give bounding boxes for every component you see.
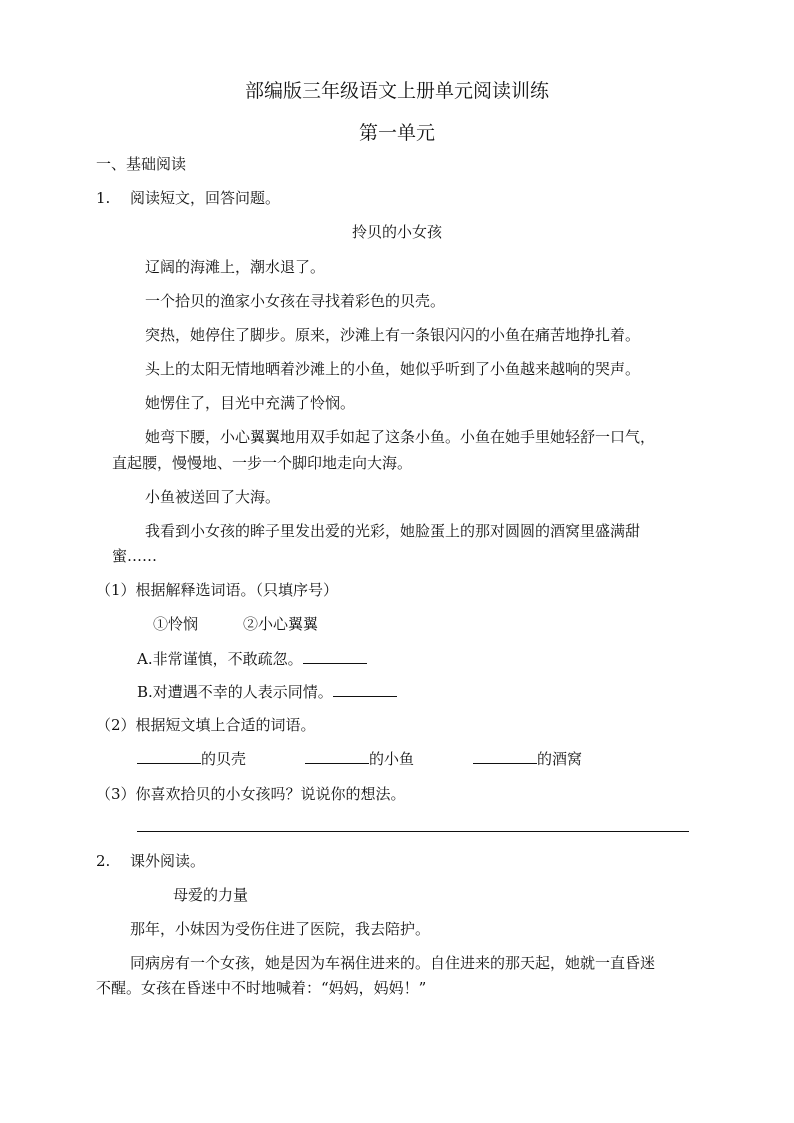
sub-question-1: （1）根据解释选词语。（只填序号） xyxy=(96,581,339,599)
question-prompt: 课外阅读。 xyxy=(130,852,206,870)
fill-word-text: 的酒窝 xyxy=(537,750,583,768)
passage-paragraph-continued: 直起腰，慢慢地、一步一个脚印地走向大海。 xyxy=(112,454,413,472)
passage-paragraph: 头上的太阳无情地晒着沙滩上的小鱼，她似乎听到了小鱼越来越响的哭声。 xyxy=(145,360,641,378)
passage-paragraph: 她弯下腰，小心翼翼地用双手如起了这条小鱼。小鱼在她手里她轻舒一口气， xyxy=(145,428,656,446)
answer-blank[interactable] xyxy=(305,749,369,764)
passage-title: 母爱的力量 xyxy=(173,886,249,904)
fill-word-text: 的贝壳 xyxy=(201,750,247,768)
question-prompt: 阅读短文，回答问题。 xyxy=(130,189,281,207)
fill-word-2 xyxy=(305,749,414,769)
answer-blank[interactable] xyxy=(333,682,397,697)
definition-a xyxy=(137,649,367,669)
passage-paragraph: 她愣住了，目光中充满了怜悯。 xyxy=(145,394,356,412)
answer-blank[interactable] xyxy=(137,749,201,764)
passage-paragraph-continued: 不醒。女孩在昏迷中不时地喊着：“妈妈，妈妈！” xyxy=(96,979,427,997)
answer-blank[interactable] xyxy=(473,749,537,764)
definition-b xyxy=(137,682,397,702)
fill-word-1 xyxy=(137,749,246,769)
passage-paragraph: 同病房有一个女孩，她是因为车祸住进来的。自住进来的那天起，她就一直昏迷 xyxy=(130,954,656,972)
passage-paragraph: 一个拾贝的渔家小女孩在寻找着彩色的贝壳。 xyxy=(145,292,446,310)
passage-paragraph-continued: 蜜…… xyxy=(112,547,158,565)
definition-a-text: A.非常谨慎，不敢疏忽。 xyxy=(137,650,303,668)
passage-paragraph: 那年，小妹因为受伤住进了医院，我去陪护。 xyxy=(130,920,431,938)
word-options: ①怜悯 ②小心翼翼 xyxy=(153,615,319,633)
passage-paragraph: 我看到小女孩的眸子里发出爱的光彩，她脸蛋上的那对圆圆的酒窝里盛满甜 xyxy=(145,522,641,540)
unit-title: 第一单元 xyxy=(358,122,435,144)
passage-paragraph: 小鱼被送回了大海。 xyxy=(145,488,281,506)
passage-paragraph: 辽阔的海滩上，潮水退了。 xyxy=(145,258,326,276)
sub-question-3: （3）你喜欢拾贝的小女孩吗？说说你的想法。 xyxy=(96,785,406,803)
document-title: 部编版三年级语文上册单元阅读训练 xyxy=(244,80,549,102)
passage-paragraph: 突热，她停住了脚步。原来，沙滩上有一条银闪闪的小鱼在痛苦地挣扎着。 xyxy=(145,326,641,344)
fill-word-3 xyxy=(473,749,582,769)
answer-line[interactable] xyxy=(137,831,689,832)
fill-word-text: 的小鱼 xyxy=(369,750,415,768)
question-number: 2. xyxy=(96,852,111,870)
answer-blank[interactable] xyxy=(303,649,367,664)
section-heading: 一、基础阅读 xyxy=(96,155,187,173)
passage-title: 拎贝的小女孩 xyxy=(351,223,442,241)
question-number: 1. xyxy=(96,189,111,207)
definition-b-text: B.对遭遇不幸的人表示同情。 xyxy=(137,683,333,701)
sub-question-2: （2）根据短文填上合适的词语。 xyxy=(96,716,316,734)
